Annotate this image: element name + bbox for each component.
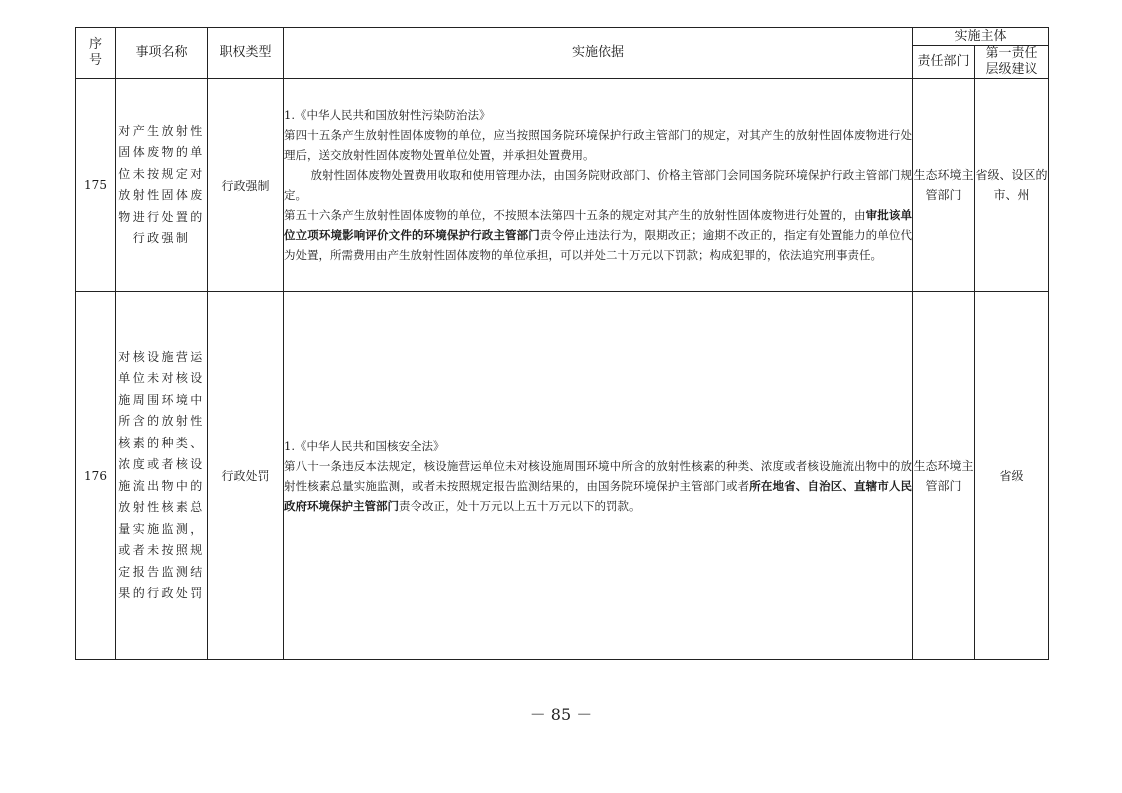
item-name: 对产生放射性固体废物的单位未按规定对放射性固体废物进行处置的行政强制 xyxy=(116,79,208,292)
law-title: 1.《中华人民共和国核安全法》 xyxy=(284,438,445,453)
header-type: 职权类型 xyxy=(208,28,284,79)
authority-highlight: 审批该单位立项环境影响评价文件的环境保护行政主管部门 xyxy=(284,208,913,242)
law-title: 1.《中华人民共和国放射性污染防治法》 xyxy=(284,108,491,122)
authority-type: 行政处罚 xyxy=(208,292,284,660)
header-subject: 实施主体 xyxy=(913,28,1049,46)
table-header-row xyxy=(76,28,1049,46)
legal-basis xyxy=(284,79,913,292)
item-name: 对核设施营运单位未对核设施周围环境中所含的放射性核素的种类、浓度或者核设施流出物中的放射性核素总量实施监测，或者未按照规定报告监测结果的行政处罚 xyxy=(116,292,208,660)
legal-basis xyxy=(284,292,913,660)
row-number: 176 xyxy=(76,292,116,660)
article-text: 第四十五条产生放射性固体废物的单位，应当按照国务院环境保护行政主管部门的规定，对其产生的放射性固体废物进行处理后，送交放射性固体废物处置单位处置，并承担处置费用。 xyxy=(284,128,912,162)
regulation-table xyxy=(75,27,1049,660)
header-name: 事项名称 xyxy=(116,28,208,79)
authority-highlight: 所在地省、自治区、直辖市人民政府环境保护主管部门 xyxy=(284,478,912,513)
table-row xyxy=(76,292,1049,660)
article-text: 第五十六条产生放射性固体废物的单位，不按照本法第四十五条的规定对其产生的放射性固体废物进行处置的，由审批该单位立项环境影响评价文件的环境保护行政主管部门责令停止违法行为，限期改正；逾期不改正的，指定有处置能力的单位代为处置，所需费用由产生放射性固体废物的单位承担，可以并处二十万元以下罚款；构成犯罪的，依法追究刑事责任。 xyxy=(284,208,913,262)
responsible-dept: 生态环境主管部门 xyxy=(913,79,975,292)
header-no: 序号 xyxy=(76,28,116,79)
responsible-dept: 生态环境主管部门 xyxy=(913,292,975,660)
article-text: 第八十一条违反本法规定，核设施营运单位未对核设施周围环境中所含的放射性核素的种类、浓度或者核设施流出物中的放射性核素总量实施监测，或者未按照规定报告监测结果的，由国务院环境保护主管部门或者所在地省、自治区、直辖市人民政府环境保护主管部门责令改正，处十万元以上五十万元以下的罚款。 xyxy=(284,458,912,513)
responsibility-level: 省级、设区的市、州 xyxy=(975,79,1049,292)
responsibility-level: 省级 xyxy=(975,292,1049,660)
header-basis: 实施依据 xyxy=(284,28,913,79)
row-number: 175 xyxy=(76,79,116,292)
authority-type: 行政强制 xyxy=(208,79,284,292)
article-text: 放射性固体废物处置费用收取和使用管理办法，由国务院财政部门、价格主管部门会同国务院环境保护行政主管部门规定。 xyxy=(284,168,912,202)
header-level: 第一责任层级建议 xyxy=(975,46,1049,79)
table-row xyxy=(76,79,1049,292)
header-dept: 责任部门 xyxy=(913,46,975,79)
page-number: － 85 － xyxy=(529,705,593,724)
